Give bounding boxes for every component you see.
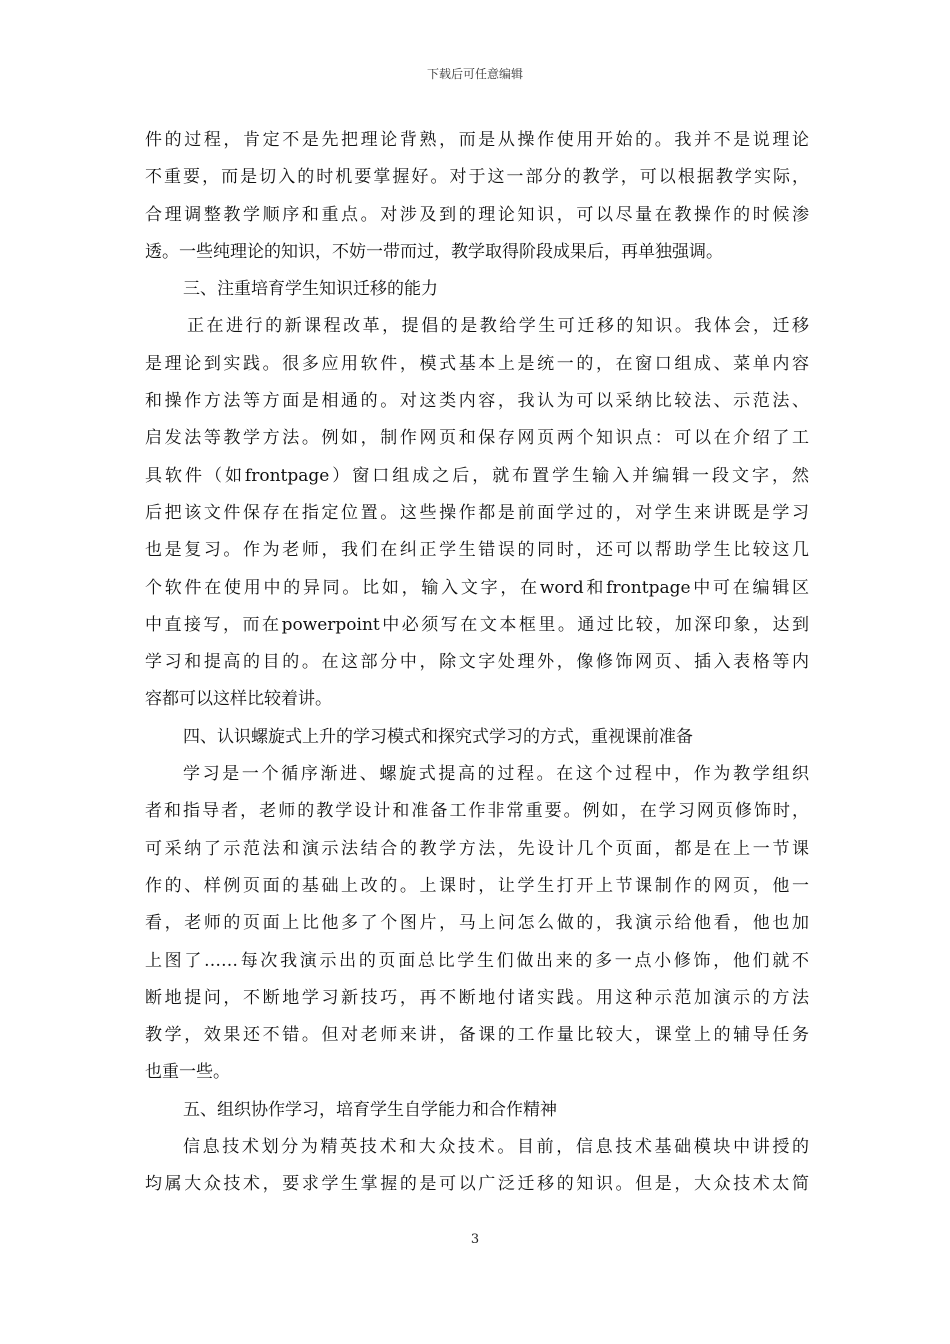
- text-line: 后把该文件保存在指定位置。这些操作都是前面学过的，对学生来讲既是学习: [145, 502, 809, 523]
- text-line: 是理论到实践。很多应用软件，模式基本上是统一的，在窗口组成、菜单内容: [145, 353, 809, 374]
- text-line: 作的、样例页面的基础上改的。上课时，让学生打开上节课制作的网页，他一: [145, 875, 809, 896]
- text-line: 看，老师的页面上比他多了个图片，马上问怎么做的，我演示给他看，他也加: [145, 913, 809, 934]
- text-line: 者和指导者，老师的教学设计和准备工作非常重要。例如，在学习网页修饰时，: [145, 801, 809, 822]
- text-line: 启发法等教学方法。例如，制作网页和保存网页两个知识点：可以在介绍了工: [145, 428, 809, 449]
- text-line: 也重一些。: [145, 1062, 230, 1083]
- body-text: [145, 122, 809, 1204]
- text-line: 中直接写，而在powerpoint中必须写在文本框里。通过比较，加深印象，达到: [145, 614, 809, 635]
- section-heading: 三、注重培育学生知识迁移的能力: [183, 279, 438, 300]
- text-line: 教学，效果还不错。但对老师来讲，备课的工作量比较大，课堂上的辅导任务: [145, 1025, 809, 1046]
- text-line: 也是复习。作为老师，我们在纠正学生错误的同时，还可以帮助学生比较这几: [145, 540, 809, 561]
- text-line: 个软件在使用中的异同。比如，输入文字，在word和frontpage中可在编辑区: [145, 577, 809, 598]
- text-line: 学习和提高的目的。在这部分中，除文字处理外，像修饰网页、插入表格等内: [145, 652, 809, 673]
- section-heading: 四、认识螺旋式上升的学习模式和探究式学习的方式，重视课前准备: [183, 726, 693, 747]
- text-line: 上图了……每次我演示出的页面总比学生们做出来的多一点小修饰，他们就不: [145, 950, 809, 971]
- text-line: 不重要，而是切入的时机要掌握好。对于这一部分的教学，可以根据教学实际，: [145, 167, 809, 188]
- text-line: 正在进行的新课程改革，提倡的是教给学生可迁移的知识。我体会，迁移: [187, 316, 809, 337]
- page-number: 3: [470, 1232, 480, 1247]
- text-line: 和操作方法等方面是相通的。对这类内容，我认为可以采纳比较法、示范法、: [145, 391, 809, 412]
- page-header: 下载后可任意编辑: [426, 67, 523, 81]
- text-line: 可采纳了示范法和演示法结合的教学方法，先设计几个页面，都是在上一节课: [145, 838, 809, 859]
- text-line: 合理调整教学顺序和重点。对涉及到的理论知识，可以尽量在教操作的时候渗: [145, 204, 809, 225]
- text-line: 学习是一个循序渐进、螺旋式提高的过程。在这个过程中，作为教学组织: [183, 764, 809, 785]
- text-line: 件的过程，肯定不是先把理论背熟，而是从操作使用开始的。我并不是说理论: [145, 130, 809, 150]
- text-line: 断地提问，不断地学习新技巧，再不断地付诸实践。用这种示范加演示的方法: [145, 987, 809, 1008]
- text-line: 信息技术划分为精英技术和大众技术。目前，信息技术基础模块中讲授的: [183, 1137, 809, 1158]
- section-heading: 五、组织协作学习，培育学生自学能力和合作精神: [183, 1099, 557, 1120]
- text-line: 容都可以这样比较着讲。: [145, 689, 332, 710]
- text-line: 均属大众技术，要求学生掌握的是可以广泛迁移的知识。但是，大众技术太简: [145, 1174, 809, 1195]
- text-line: 透。一些纯理论的知识，不妨一带而过，教学取得阶段成果后，再单独强调。: [145, 241, 723, 262]
- text-line: 具软件（如frontpage）窗口组成之后，就布置学生输入并编辑一段文字，然: [145, 465, 809, 486]
